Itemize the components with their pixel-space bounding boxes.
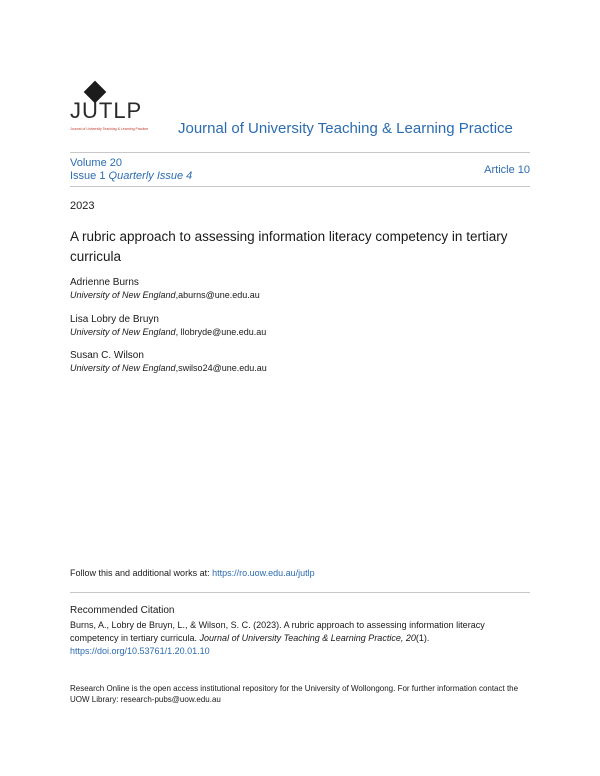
citation-issue: (1).: [415, 633, 430, 643]
citation-heading: Recommended Citation: [70, 605, 175, 616]
volume-link[interactable]: Volume 20: [70, 157, 122, 169]
article-title: A rubric approach to assessing information literacy competency in tertiary curricula: [70, 229, 508, 264]
author-block: [70, 277, 260, 302]
author-affiliation: University of New England: [70, 290, 176, 300]
author-affiliation: University of New England: [70, 327, 176, 337]
author-block: [70, 350, 267, 375]
citation-journal: Journal of University Teaching & Learning Practice, 20: [199, 633, 416, 643]
issue-link[interactable]: Issue 1: [70, 170, 106, 182]
repository-link[interactable]: https://ro.uow.edu.au/jutlp: [212, 568, 315, 578]
author-name: Lisa Lobry de Bruyn: [70, 314, 159, 325]
volume-issue-block: [70, 157, 192, 183]
article-number-link[interactable]: Article 10: [484, 164, 530, 176]
logo-tagline: Journal of University Teaching & Learning Practice: [70, 127, 149, 131]
publication-year: 2023: [70, 200, 95, 212]
author-affiliation: University of New England: [70, 363, 176, 373]
author-name: Susan C. Wilson: [70, 350, 144, 361]
doi-link[interactable]: https://doi.org/10.53761/1.20.01.10: [70, 646, 210, 656]
author-name: Adrienne Burns: [70, 277, 139, 288]
citation-body: [70, 619, 532, 658]
repository-footer: Research Online is the open access institutional repository for the University of Wollongong. For further information contact the UOW Library: research-pubs@uow.edu.au: [70, 684, 519, 704]
citation-text: Burns, A., Lobry de Bruyn, L., & Wilson, S. C. (2023). A rubric approach to assessing information literacy competency in tertiary curricula.: [70, 620, 485, 643]
divider-bottom: [70, 186, 530, 187]
author-block: [70, 314, 266, 339]
divider-citation: [70, 592, 530, 593]
issue-line: [70, 170, 192, 183]
follow-line: [70, 568, 315, 578]
issue-name-link[interactable]: Quarterly Issue 4: [108, 170, 193, 182]
follow-text: Follow this and additional works at:: [70, 568, 213, 578]
divider-top: [70, 152, 530, 153]
author-email: ,swilso24@une.edu.au: [175, 363, 267, 373]
author-email: , llobryde@une.edu.au: [175, 327, 267, 337]
author-email: ,aburns@une.edu.au: [175, 290, 260, 300]
journal-logo: [68, 84, 149, 136]
logo-text: JUTLP: [70, 98, 143, 123]
journal-title-link[interactable]: Journal of University Teaching & Learning Practice: [178, 120, 513, 137]
